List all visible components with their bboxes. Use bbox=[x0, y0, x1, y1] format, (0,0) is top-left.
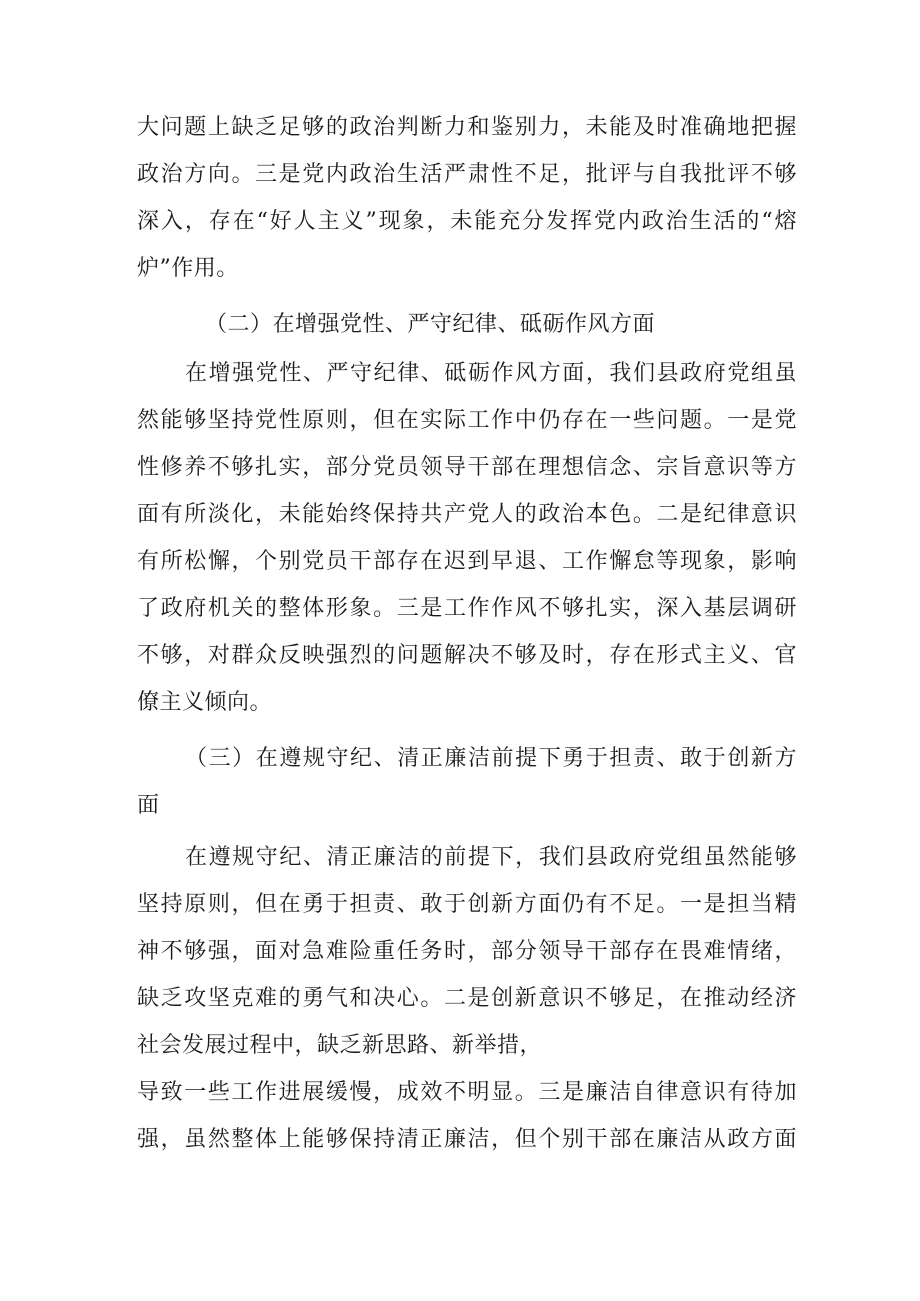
body-text-line: 政治方向。三是党内政治生活严肃性不足，批评与自我批评不够 bbox=[137, 162, 797, 187]
body-text-line: 社会发展过程中，缺乏新思路、新举措， bbox=[137, 1033, 543, 1058]
body-text-line: 炉”作用。 bbox=[137, 256, 239, 281]
section-heading: （三）在遵规守纪、清正廉洁前提下勇于担责、敢于创新方 bbox=[185, 746, 797, 771]
section-heading: （二）在增强党性、严守纪律、砥砺作风方面 bbox=[205, 312, 656, 337]
body-text-line: 性修养不够扎实，部分党员领导干部在理想信念、宗旨意识等方 bbox=[137, 455, 797, 480]
body-text-line: 深入，存在“好人主义”现象，未能充分发挥党内政治生活的“熔 bbox=[137, 209, 797, 234]
body-text-line: 缺乏攻坚克难的勇气和决心。二是创新意识不够足，在推动经济 bbox=[137, 986, 797, 1011]
body-text-line: 然能够坚持党性原则，但在实际工作中仍存在一些问题。一是党 bbox=[137, 408, 797, 433]
body-text-line: 有所松懈，个别党员干部存在迟到早退、工作懈怠等现象，影响 bbox=[137, 549, 797, 574]
body-text-line: 不够，对群众反映强烈的问题解决不够及时，存在形式主义、官 bbox=[137, 643, 797, 668]
body-text-line: 神不够强，面对急难险重任务时，部分领导干部存在畏难情绪， bbox=[137, 939, 797, 964]
section-heading-continuation: 面 bbox=[137, 793, 160, 818]
body-text-line: 导致一些工作进展缓慢，成效不明显。三是廉洁自律意识有待加 bbox=[137, 1080, 797, 1105]
body-text-line: 在遵规守纪、清正廉洁的前提下，我们县政府党组虽然能够 bbox=[185, 845, 797, 870]
body-text-line: 强，虽然整体上能够保持清正廉洁，但个别干部在廉洁从政方面 bbox=[137, 1127, 797, 1152]
body-text-line: 面有所淡化，未能始终保持共产党人的政治本色。二是纪律意识 bbox=[137, 502, 797, 527]
body-text-line: 坚持原则，但在勇于担责、敢于创新方面仍有不足。一是担当精 bbox=[137, 892, 797, 917]
body-text-line: 僚主义倾向。 bbox=[137, 690, 273, 715]
body-text-line: 在增强党性、严守纪律、砥砺作风方面，我们县政府党组虽 bbox=[185, 361, 797, 386]
body-text-line: 大问题上缺乏足够的政治判断力和鉴别力，未能及时准确地把握 bbox=[137, 115, 797, 140]
body-text-line: 了政府机关的整体形象。三是工作作风不够扎实，深入基层调研 bbox=[137, 596, 797, 621]
